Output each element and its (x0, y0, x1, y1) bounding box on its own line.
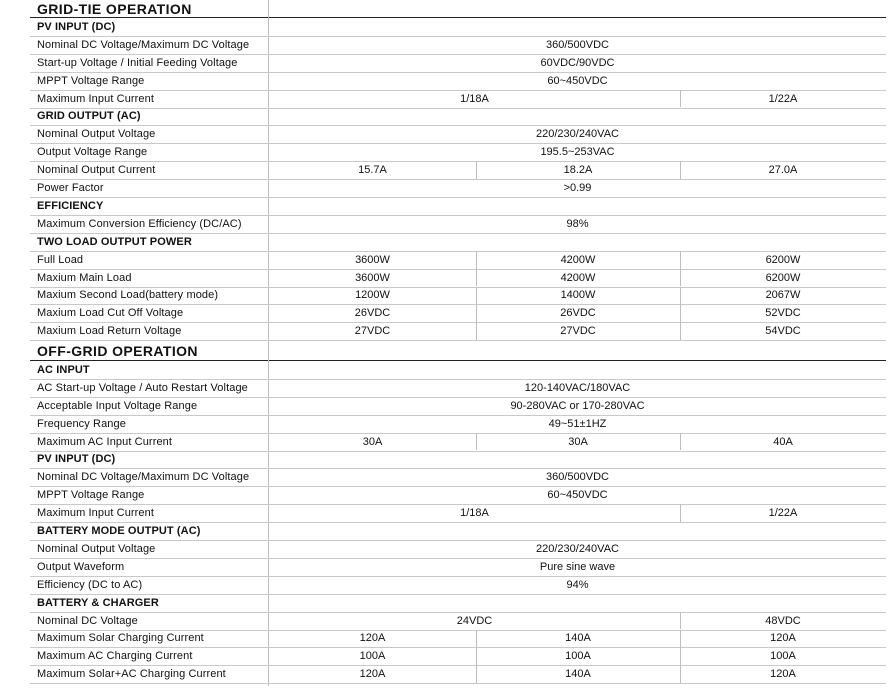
spec-value: 4200W (560, 271, 596, 284)
section-header (0, 108, 896, 126)
spec-label: Nominal Output Current (37, 164, 156, 177)
spec-label: Nominal Output Voltage (37, 542, 156, 555)
section-header (0, 197, 896, 215)
spec-value: 1/18A (460, 507, 489, 520)
spec-row (0, 540, 896, 558)
spec-row (0, 665, 896, 683)
spec-value: 2067W (765, 289, 801, 302)
spec-value: 1200W (355, 289, 390, 302)
spec-value: 120-140VAC/180VAC (524, 381, 631, 394)
spec-value: 120A (359, 632, 386, 645)
section-header-label: TWO LOAD OUTPUT POWER (37, 235, 192, 248)
spec-row (0, 269, 896, 287)
spec-value: 1/22A (768, 507, 798, 520)
spec-value: 360/500VDC (546, 471, 609, 484)
spec-row (0, 322, 896, 340)
spec-label: MPPT Voltage Range (37, 489, 145, 502)
spec-value: 98% (566, 217, 589, 230)
spec-value: 6200W (765, 253, 801, 266)
spec-row (0, 161, 896, 179)
spec-row (0, 397, 896, 415)
spec-value: Pure sine wave (539, 560, 616, 573)
spec-label: Maximum Solar Charging Current (37, 632, 204, 645)
spec-value: 120A (770, 668, 796, 681)
spec-value: 30A (362, 435, 383, 448)
spec-value: 360/500VDC (546, 38, 609, 51)
spec-label: Frequency Range (37, 417, 126, 430)
spec-label: Maximum Input Current (37, 92, 155, 105)
spec-value: 100A (770, 650, 796, 663)
spec-label: MPPT Voltage Range (37, 74, 145, 87)
spec-label: Maximum Solar+AC Charging Current (37, 668, 226, 681)
spec-value: 24VDC (456, 614, 493, 627)
spec-value: 54VDC (765, 325, 801, 338)
spec-label: Maximum Conversion Efficiency (DC/AC) (37, 217, 242, 230)
spec-row (0, 468, 896, 486)
spec-row (0, 215, 896, 233)
spec-label: Start-up Voltage / Initial Feeding Voltage (37, 56, 238, 69)
spec-value: 27.0A (768, 164, 798, 177)
spec-label: Maxium Second Load(battery mode) (37, 289, 219, 302)
spec-value: 100A (359, 650, 386, 663)
spec-value: 3600W (355, 271, 390, 284)
spec-value: 49~51±1HZ (548, 417, 607, 430)
spec-value: 27VDC (354, 325, 391, 338)
spec-row (0, 504, 896, 522)
spec-label: Nominal Output Voltage (37, 128, 156, 141)
spec-row (0, 415, 896, 433)
spec-label: Full Load (37, 253, 84, 266)
spec-value: 94% (566, 578, 589, 591)
spec-value: 120A (770, 632, 796, 645)
spec-label: Nominal DC Voltage/Maximum DC Voltage (37, 471, 250, 484)
spec-row (0, 251, 896, 269)
spec-label: AC Start-up Voltage / Auto Restart Voltage (37, 381, 248, 394)
section-header-label: PV INPUT (DC) (37, 20, 116, 33)
spec-value: 60~450VDC (547, 489, 608, 502)
row-divider (30, 683, 886, 684)
section-header-label: AC INPUT (37, 363, 90, 376)
section-header (0, 522, 896, 540)
spec-value: 27VDC (560, 325, 596, 338)
spec-row (0, 558, 896, 576)
spec-row (0, 72, 896, 90)
spec-label: Nominal DC Voltage (37, 614, 138, 627)
spec-row (0, 287, 896, 305)
spec-value: 220/230/240VAC (536, 542, 619, 555)
spec-row (0, 647, 896, 665)
spec-row (0, 576, 896, 594)
spec-value: 195.5~253VAC (540, 146, 615, 159)
spec-value: 3600W (355, 253, 390, 266)
spec-row (0, 54, 896, 72)
spec-row (0, 304, 896, 322)
spec-row (0, 125, 896, 143)
spec-row (0, 630, 896, 648)
section-header-label: BATTERY & CHARGER (37, 596, 159, 609)
section-header-label: GRID OUTPUT (AC) (37, 110, 141, 123)
spec-value: 140A (565, 668, 591, 681)
spec-value: 30A (568, 435, 588, 448)
spec-value: 1/22A (768, 92, 798, 105)
spec-row (0, 379, 896, 397)
section-header-label: EFFICIENCY (37, 199, 104, 212)
spec-value: 6200W (765, 271, 801, 284)
spec-value: 1/18A (460, 92, 489, 105)
grid-tie-title: GRID-TIE OPERATION (37, 0, 192, 17)
section-header-label: PV INPUT (DC) (37, 453, 116, 466)
spec-value: 60~450VDC (547, 74, 608, 87)
spec-label: Maxium Load Cut Off Voltage (37, 307, 184, 320)
spec-row (0, 90, 896, 108)
spec-value: 4200W (560, 253, 596, 266)
spec-value: 26VDC (354, 307, 391, 320)
spec-label: Nominal DC Voltage/Maximum DC Voltage (37, 38, 250, 51)
spec-row (0, 433, 896, 451)
spec-value: 100A (565, 650, 591, 663)
spec-label: Power Factor (37, 182, 104, 195)
spec-label: Efficiency (DC to AC) (37, 578, 143, 591)
spec-value: 18.2A (563, 164, 593, 177)
spec-label: Output Waveform (37, 560, 125, 573)
spec-value: 120A (359, 668, 386, 681)
section-header (0, 233, 896, 251)
spec-label: Acceptable Input Voltage Range (37, 399, 198, 412)
spec-label: Maximum AC Input Current (37, 435, 173, 448)
spec-label: Maximum Input Current (37, 507, 155, 520)
spec-value: 1400W (560, 289, 596, 302)
spec-value: 140A (565, 632, 591, 645)
section-header (0, 18, 896, 36)
spec-row (0, 143, 896, 161)
spec-label: Maximum AC Charging Current (37, 650, 193, 663)
spec-value: 15.7A (358, 164, 387, 177)
section-header-label: BATTERY MODE OUTPUT (AC) (37, 525, 201, 538)
spec-value: 40A (773, 435, 793, 448)
spec-row (0, 486, 896, 504)
spec-value: 220/230/240VAC (536, 128, 619, 141)
spec-value: 60VDC/90VDC (540, 56, 615, 69)
section-header (0, 594, 896, 612)
spec-label: Maxium Load Return Voltage (37, 325, 182, 338)
spec-row (0, 179, 896, 197)
spec-value: 26VDC (560, 307, 596, 320)
spec-row (0, 612, 896, 630)
row-divider (30, 340, 886, 341)
spec-label: Maxium Main Load (37, 271, 132, 284)
off-grid-title: OFF-GRID OPERATION (37, 343, 198, 359)
spec-label: Output Voltage Range (37, 146, 148, 159)
spec-row (0, 36, 896, 54)
spec-value: 52VDC (765, 307, 801, 320)
spec-value: >0.99 (563, 182, 592, 195)
spec-value: 48VDC (765, 614, 801, 627)
section-header (0, 361, 896, 379)
section-header (0, 451, 896, 469)
spec-value: 90-280VAC or 170-280VAC (510, 399, 645, 412)
